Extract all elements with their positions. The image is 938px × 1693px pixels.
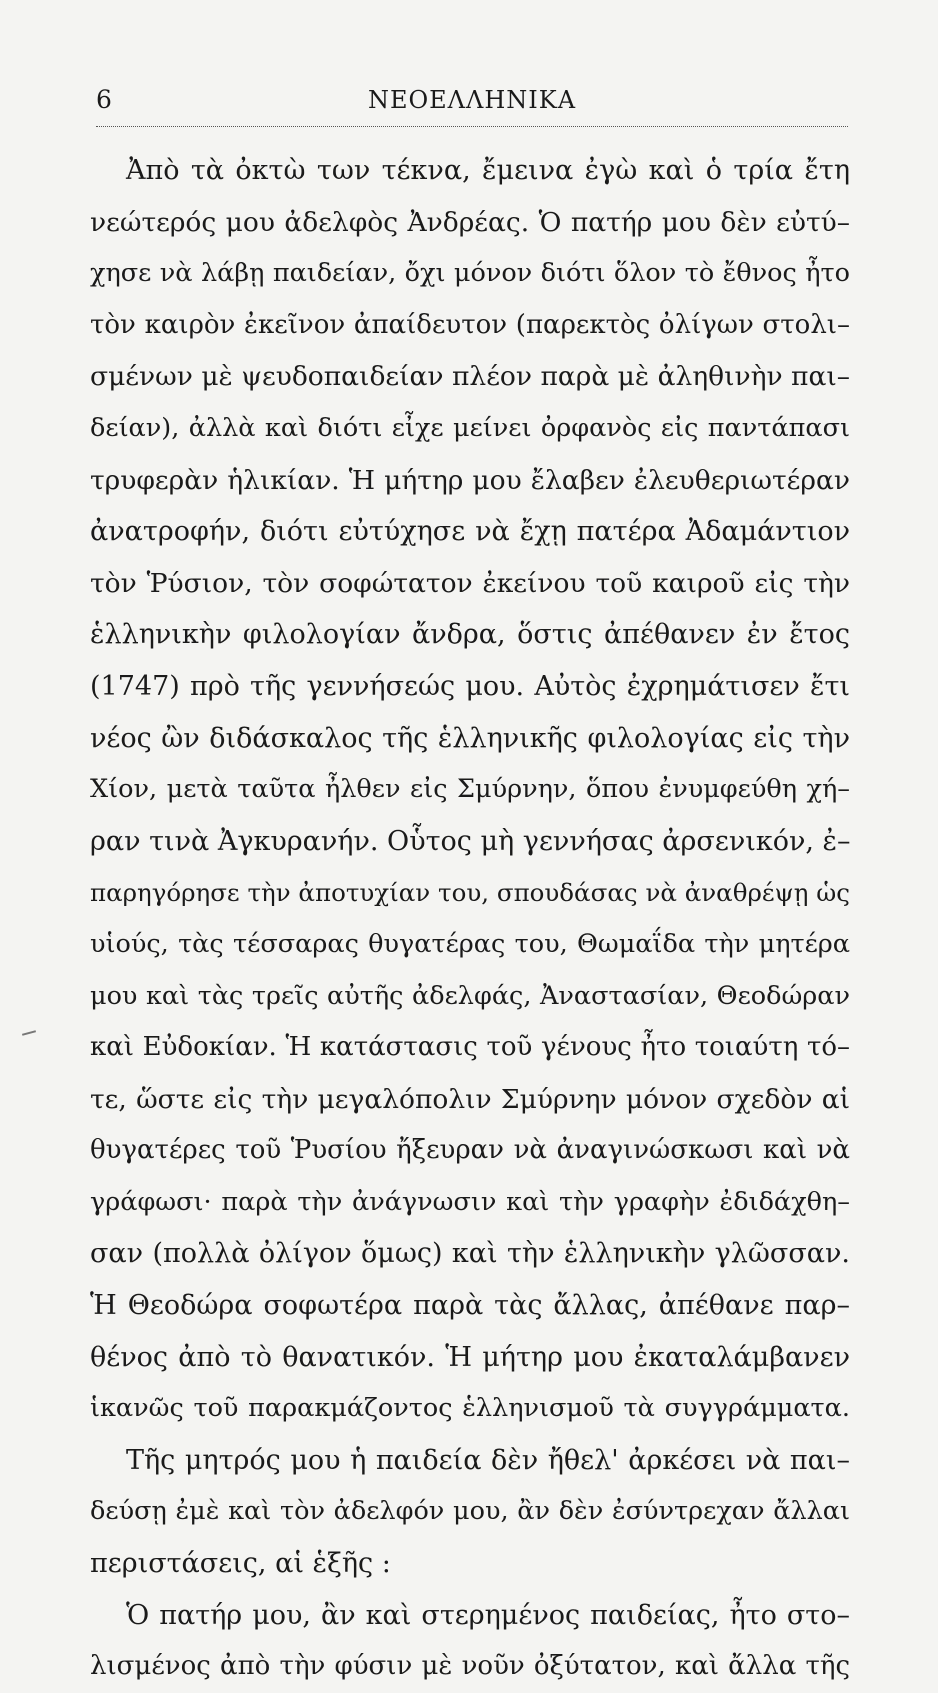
text-line: νέος ὢν διδάσκαλος τῆς ἑλληνικῆς φιλολογίας εἰς τὴν	[90, 722, 850, 754]
text-line: Χίον, μετὰ ταῦτα ἦλθεν εἰς Σμύρνην, ὅπου ἐνυμφεύθη χή–	[90, 774, 850, 805]
text-line: τρυφερὰν ἡλικίαν. Ἡ μήτηρ μου ἔλαβεν ἐλευθεριωτέραν	[90, 464, 850, 496]
body-text	[90, 145, 850, 1693]
text-line: ἑλληνικὴν φιλολογίαν ἄνδρα, ὅστις ἀπέθανεν ἐν ἔτος	[90, 619, 850, 651]
text-line: παρηγόρησε τὴν ἀποτυχίαν του, σπουδάσας νὰ ἀναθρέψῃ ὡς	[90, 878, 850, 908]
text-line: καὶ Εὐδοκίαν. Ἡ κατάστασις τοῦ γένους ἦτο τοιαύτη τό–	[90, 1032, 850, 1063]
text-line: δεύσῃ ἐμὲ καὶ τὸν ἀδελφόν μου, ἂν δὲν ἐσύντρεχαν ἄλλαι	[90, 1496, 850, 1527]
text-line: θένος ἀπὸ τὸ θανατικόν. Ἡ μήτηρ μου ἐκαταλάμβανεν	[90, 1341, 850, 1373]
text-line: Ὁ πατήρ μου, ἂν καὶ στερημένος παιδείας, ἦτο στο–	[126, 1599, 850, 1631]
text-line: θυγατέρες τοῦ Ῥυσίου ἤξευραν νὰ ἀναγινώσκωσι καὶ νὰ	[90, 1135, 850, 1166]
page-header	[96, 80, 848, 120]
header-rule	[96, 126, 848, 127]
text-line: τὸν Ῥύσιον, τὸν σοφώτατον ἐκείνου τοῦ καιροῦ εἰς τὴν	[90, 567, 850, 599]
text-line: (1747) πρὸ τῆς γεννήσεώς μου. Αὐτὸς ἐχρημάτισεν ἔτι	[90, 670, 850, 702]
text-line: τὸν καιρὸν ἐκεῖνον ἀπαίδευτον (παρεκτὸς ὀλίγων στολι–	[90, 309, 850, 340]
text-line: υἱούς, τὰς τέσσαρας θυγατέρας του, Θωμαΐδα τὴν μητέρα	[90, 928, 850, 959]
text-line: νεώτερός μου ἀδελφὸς Ἀνδρέας. Ὁ πατήρ μου δὲν εὐτύ–	[90, 206, 850, 238]
margin-mark	[22, 1030, 36, 1036]
text-line: σαν (πολλὰ ὀλίγον ὅμως) καὶ τὴν ἑλληνικὴν γλῶσσαν.	[90, 1238, 850, 1270]
text-line: περιστάσεις, αἱ ἑξῆς :	[90, 1548, 391, 1580]
text-line: γράφωσι· παρὰ τὴν ἀνάγνωσιν καὶ τὴν γραφὴν ἐδιδάχθη–	[90, 1186, 850, 1217]
text-line: ἀνατροφήν, διότι εὐτύχησε νὰ ἔχῃ πατέρα Ἀδαμάντιον	[90, 516, 850, 548]
text-line: Ἀπὸ τὰ ὀκτὼ των τέκνα, ἔμεινα ἐγὼ καὶ ὁ τρία ἔτη	[126, 155, 850, 186]
text-line: ἱκανῶς τοῦ παρακμάζοντος ἑλληνισμοῦ τὰ συγγράμματα.	[90, 1393, 850, 1424]
text-line: μου καὶ τὰς τρεῖς αὐτῆς ἀδελφάς, Ἀναστασίαν, Θεοδώραν	[90, 980, 850, 1011]
text-line: λισμένος ἀπὸ τὴν φύσιν μὲ νοῦν ὀξύτατον, καὶ ἄλλα τῆς	[90, 1651, 850, 1682]
text-line: χησε νὰ λάβῃ παιδείαν, ὄχι μόνον διότι ὅλον τὸ ἔθνος ἦτο	[90, 258, 850, 289]
text-line: Τῆς μητρός μου ἡ παιδεία δὲν ἤθελ' ἀρκέσει νὰ παι–	[126, 1444, 850, 1476]
text-line: Ἡ Θεοδώρα σοφωτέρα παρὰ τὰς ἄλλας, ἀπέθανε παρ–	[90, 1290, 850, 1322]
text-line: δείαν), ἀλλὰ καὶ διότι εἶχε μείνει ὀρφανὸς εἰς παντάπασι	[90, 412, 850, 443]
text-line: ραν τινὰ Ἀγκυρανήν. Οὗτος μὴ γεννήσας ἀρσενικόν, ἐ–	[90, 825, 851, 857]
page-number: 6	[96, 85, 112, 114]
text-line: σμένων μὲ ψευδοπαιδείαν πλέον παρὰ μὲ ἀληθινὴν παι–	[90, 361, 850, 393]
text-line: τε, ὥστε εἰς τὴν μεγαλόπολιν Σμύρνην μόνον σχεδὸν αἱ	[90, 1083, 850, 1115]
running-title: ΝΕΟΕΛΛΗΝΙΚΑ	[367, 86, 577, 114]
